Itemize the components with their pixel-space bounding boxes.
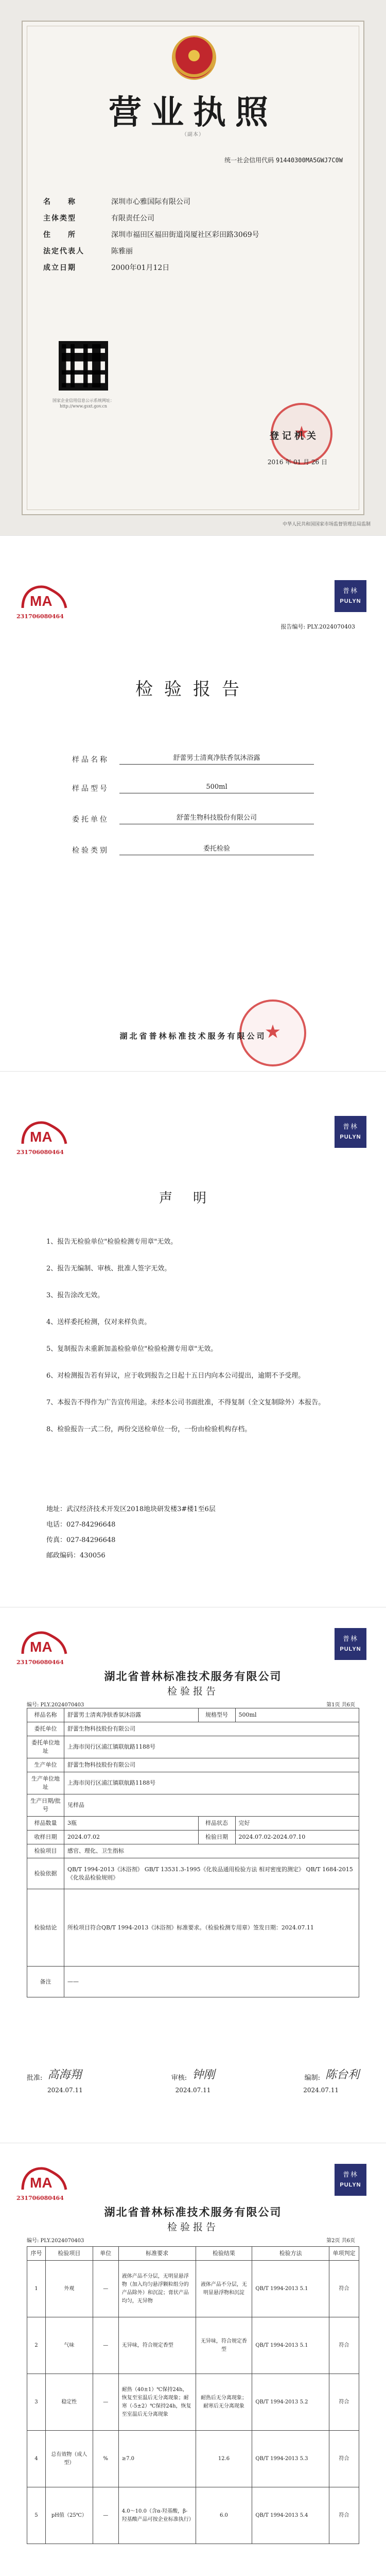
review-signature <box>171 2066 215 2082</box>
declaration-item: 5、复制报告未重新加盖检验单位"检验检测专用章"无效。 <box>46 1345 218 1353</box>
info-key: 样品状态 <box>198 1817 235 1831</box>
cover-field-row <box>72 783 314 793</box>
report-subheading: 检验报告 <box>167 2222 219 2233</box>
license-field-key: 法定代表人 <box>43 247 84 256</box>
credit-code-label: 统一社会信用代码 <box>224 157 274 164</box>
cma-logo-icon <box>20 2164 69 2194</box>
results-cell: 符合 <box>329 2317 359 2374</box>
results-cell: ≥7.0 <box>118 2431 196 2487</box>
info-row <box>27 1772 359 1794</box>
info-row <box>27 1967 359 1997</box>
results-cell: 12.6 <box>196 2431 252 2487</box>
report-info-page <box>0 1607 386 2143</box>
results-header-cell: 单项判定 <box>329 2247 359 2261</box>
results-cell: 液体产品不分层，无明显悬浮物和沉淀 <box>196 2261 252 2317</box>
phone-label: 电话 <box>46 1521 60 1529</box>
license-field-value: 有限责任公司 <box>111 214 154 223</box>
info-row <box>27 1817 359 1831</box>
info-value: 舒蕾生物科技股份有限公司 <box>64 1758 359 1772</box>
brand-en: PULYN <box>340 598 361 604</box>
results-cell: 气味 <box>45 2317 93 2374</box>
declaration-page <box>0 1072 386 1607</box>
results-row <box>27 2374 359 2431</box>
license-date: 2016 年 01 月 26 日 <box>267 459 327 466</box>
approve-label: 批准: <box>27 2074 43 2082</box>
results-header-cell: 标准要求 <box>118 2247 196 2261</box>
results-cell: 符合 <box>329 2261 359 2317</box>
declaration-item: 3、报告涂改无效。 <box>46 1292 104 1299</box>
cover-field-key: 检验类别 <box>72 846 109 855</box>
brand-cn: 普林 <box>342 587 358 595</box>
info-row <box>27 1736 359 1758</box>
info-key: 委托单位 <box>27 1722 64 1736</box>
page-number-label: 编号: PLY.2024070403 <box>27 2238 84 2244</box>
results-cell: 2 <box>27 2317 46 2374</box>
cover-org: 湖北省普林标准技术服务有限公司 <box>119 1031 267 1041</box>
results-cell: QB/T 1994-2013 5.4 <box>252 2487 329 2544</box>
license-field-key: 名 称 <box>43 198 76 206</box>
info-key: 样品名称 <box>27 1708 64 1722</box>
cma-id: 231706080464 <box>16 1659 64 1666</box>
pulyn-logo-icon <box>335 580 366 612</box>
license-field-value: 陈雅丽 <box>111 247 133 256</box>
results-cell: 符合 <box>329 2431 359 2487</box>
info-row <box>27 1889 359 1967</box>
info-key: 收样日期 <box>27 1831 64 1844</box>
license-frame <box>22 21 364 515</box>
fax-line: 传真：027-84296648 <box>46 1536 116 1544</box>
national-emblem-icon <box>173 37 215 78</box>
license-field-value: 深圳市心雅国际有限公司 <box>111 198 190 206</box>
info-row <box>27 1794 359 1817</box>
signature-date: 2024.07.11 <box>303 2087 339 2094</box>
results-table <box>27 2246 359 2544</box>
results-cell: 符合 <box>329 2487 359 2544</box>
info-key: 生产单位地址 <box>27 1772 64 1794</box>
declaration-item: 6、对检测报告若有异议，应于收到报告之日起十五日内向本公司提出，逾期不予受理。 <box>46 1372 305 1380</box>
results-row <box>27 2317 359 2374</box>
cover-fields <box>72 752 314 874</box>
info-value: 感官、理化、卫生指标 <box>64 1844 359 1858</box>
svg-text:MA: MA <box>30 1129 52 1145</box>
results-header-cell: 检验结果 <box>196 2247 252 2261</box>
edit-signature <box>305 2066 359 2082</box>
info-value: 舒蕾男士清爽净肤香氛沐浴露 <box>64 1708 199 1722</box>
license-field-row <box>43 230 259 240</box>
brand-cn: 普林 <box>342 2171 358 2178</box>
qr-note: 国家企业信用信息公示系统网址：http://www.gsxt.gov.cn <box>52 398 114 409</box>
license-field-key: 成立日期 <box>43 264 76 272</box>
brand-cn: 普林 <box>342 1635 358 1642</box>
results-cell: 1 <box>27 2261 46 2317</box>
edit-label: 编制: <box>304 2074 320 2082</box>
results-cell: 耐热后无分离现象；耐寒后无分离现象 <box>196 2374 252 2431</box>
fax-label: 传真 <box>46 1536 60 1544</box>
results-cell: QB/T 1994-2013 5.1 <box>252 2261 329 2317</box>
info-key: 生产日期/批号 <box>27 1794 64 1817</box>
cover-field-value: 舒蕾男士清爽净肤香氛沐浴露 <box>119 752 314 765</box>
license-subtitle: （副本） <box>182 132 204 138</box>
cma-id: 231706080464 <box>16 2195 64 2201</box>
page-count: 第2页 共6页 <box>326 2238 355 2244</box>
info-key: 备注 <box>27 1967 64 1997</box>
license-fields <box>43 197 259 279</box>
page-count: 第1页 共6页 <box>326 1702 355 1708</box>
results-cell: 符合 <box>329 2374 359 2431</box>
results-cell: 4 <box>27 2431 46 2487</box>
license-field-value: 2000年01月12日 <box>111 264 170 272</box>
credit-code-value: 91440300MA5GWJ7C0W <box>275 157 343 164</box>
org-heading: 湖北省普林标准技术服务有限公司 <box>104 2206 282 2218</box>
license-field-key: 主体类型 <box>43 214 76 223</box>
results-cell: — <box>93 2487 118 2544</box>
signature-date: 2024.07.11 <box>175 2087 211 2094</box>
cover-field-value: 舒蕾生物科技股份有限公司 <box>119 812 314 824</box>
cover-field-row <box>72 843 314 855</box>
info-value: 所检项目符合QB/T 1994-2013《沐浴剂》标准要求。（检验检测专用章）签发日期：2024.07.11 <box>64 1889 359 1967</box>
results-row <box>27 2261 359 2317</box>
license-field-row <box>43 213 259 224</box>
address-value: 武汉经济技术开发区2018地块研发楼3#楼1至6层 <box>66 1505 216 1513</box>
phone-value: 027-84296648 <box>66 1521 116 1529</box>
results-cell: — <box>93 2317 118 2374</box>
cover-field-key: 样品型号 <box>72 785 109 793</box>
info-row <box>27 1831 359 1844</box>
declaration-list <box>46 1236 345 1451</box>
postal-value: 430056 <box>80 1552 106 1560</box>
page-number-label: 编号: PLY.2024070403 <box>27 1702 84 1708</box>
edit-name: 陈台利 <box>325 2069 359 2081</box>
report-cover-page <box>0 536 386 1072</box>
license-field-row <box>43 246 259 257</box>
license-field-key: 住 所 <box>43 231 76 239</box>
info-row <box>27 1722 359 1736</box>
cma-logo-icon <box>20 582 69 612</box>
info-value: 上海市闵行区浦江镇联航路1188号 <box>64 1772 359 1794</box>
address-label: 地址 <box>46 1505 60 1513</box>
review-name: 钟刚 <box>192 2069 215 2081</box>
cma-logo-icon <box>20 1628 69 1658</box>
info-key: 检验日期 <box>198 1831 235 1844</box>
results-cell: QB/T 1994-2013 5.2 <box>252 2374 329 2431</box>
svg-text:MA: MA <box>30 1639 52 1655</box>
svg-text:MA: MA <box>30 2175 52 2191</box>
results-cell: 稳定性 <box>45 2374 93 2431</box>
info-row <box>27 1858 359 1889</box>
results-row <box>27 2487 359 2544</box>
signature-date: 2024.07.11 <box>47 2087 83 2094</box>
cma-id: 231706080464 <box>16 1149 64 1156</box>
cover-field-value: 500ml <box>119 783 314 793</box>
signature-dates <box>27 2087 359 2094</box>
info-key: 委托单位地址 <box>27 1736 64 1758</box>
cover-title: 检验报告 <box>135 679 251 700</box>
info-key: 生产单位 <box>27 1758 64 1772</box>
declaration-item: 8、检验报告一式二份，两份交送检单位一份，一份由检验机构存档。 <box>46 1426 252 1433</box>
business-license-page <box>0 0 386 536</box>
results-header-cell: 检验项目 <box>45 2247 93 2261</box>
declaration-contact <box>46 1502 355 1564</box>
results-cell: 外观 <box>45 2261 93 2317</box>
phone-line: 电话：027-84296648 <box>46 1521 116 1529</box>
license-title: 营业执照 <box>109 93 277 132</box>
brand-en: PULYN <box>340 1134 361 1140</box>
results-cell: 总有效物（成人型） <box>45 2431 93 2487</box>
org-heading: 湖北省普林标准技术服务有限公司 <box>104 1670 282 1683</box>
info-value: 见样品 <box>64 1794 359 1817</box>
info-value: 舒蕾生物科技股份有限公司 <box>64 1722 359 1736</box>
results-cell: 6.0 <box>196 2487 252 2544</box>
info-value: 2024.07.02-2024.07.10 <box>235 1831 359 1844</box>
credit-code <box>224 156 343 164</box>
results-cell: QB/T 1994-2013 5.1 <box>252 2317 329 2374</box>
results-cell: pH值（25℃） <box>45 2487 93 2544</box>
results-cell: — <box>93 2374 118 2431</box>
info-value: 上海市闵行区浦江镇联航路1188号 <box>64 1736 359 1758</box>
postal-line: 邮政编码：430056 <box>46 1552 106 1560</box>
license-field-value: 深圳市福田区福田街道岗厦社区彩田路3069号 <box>111 231 259 239</box>
results-header-cell: 单位 <box>93 2247 118 2261</box>
cover-field-row <box>72 812 314 824</box>
info-table <box>27 1708 359 1997</box>
results-cell: 无异味，符合规定香型 <box>196 2317 252 2374</box>
license-footer: 中华人民共和国国家市场监督管理总局监制 <box>282 522 371 527</box>
results-cell: % <box>93 2431 118 2487</box>
results-page-1 <box>0 2143 386 2576</box>
info-row <box>27 1844 359 1858</box>
declaration-title: 声明 <box>159 1191 227 1206</box>
info-value: QB/T 1994-2013《沐浴剂》 GB/T 13531.3-1995《化妆品通用检验方法 相对密度的测定》 QB/T 1684-2015《化妆品检验规则》 <box>64 1858 359 1889</box>
info-row <box>27 1708 359 1722</box>
results-cell: 液体产品不分层，无明显悬浮物（加入均匀悬浮颗粒组分的产品除外）和沉淀；膏状产品均匀，无异物 <box>118 2261 196 2317</box>
address-line: 地址：武汉经济技术开发区2018地块研发楼3#楼1至6层 <box>46 1505 216 1513</box>
cover-field-key: 样品名称 <box>72 756 109 764</box>
cma-id: 231706080464 <box>16 613 64 620</box>
info-value: 500ml <box>235 1708 359 1722</box>
results-cell: 5 <box>27 2487 46 2544</box>
brand-en: PULYN <box>340 2182 361 2188</box>
signature-row <box>27 2066 359 2082</box>
results-header-cell: 序号 <box>27 2247 46 2261</box>
license-field-row <box>43 263 259 273</box>
results-cell: 4.0～10.0（含α-羟基酸，β-羟基酸产品可按企业标准执行） <box>118 2487 196 2544</box>
info-key: 样品数量 <box>27 1817 64 1831</box>
cover-field-row <box>72 752 314 765</box>
approve-signature <box>27 2066 81 2082</box>
approve-name: 高海翔 <box>47 2069 82 2081</box>
cover-field-key: 委托单位 <box>72 816 109 824</box>
results-cell: 无异味，符合规定香型 <box>118 2317 196 2374</box>
info-key: 检验依据 <box>27 1858 64 1889</box>
review-label: 审核: <box>171 2074 187 2082</box>
qr-code-icon <box>59 341 108 391</box>
fax-value: 027-84296648 <box>66 1536 116 1544</box>
results-cell: QB/T 1994-2013 5.3 <box>252 2431 329 2487</box>
brand-cn: 普林 <box>342 1123 358 1130</box>
declaration-item: 1、报告无检验单位"检验检测专用章"无效。 <box>46 1238 178 1246</box>
results-cell: 3 <box>27 2374 46 2431</box>
postal-label: 邮政编码 <box>46 1552 74 1560</box>
license-field-row <box>43 197 259 207</box>
info-value: 3瓶 <box>64 1817 199 1831</box>
cover-field-value: 委托检验 <box>119 843 314 855</box>
license-authority: 登记机关 <box>270 431 319 442</box>
cma-logo-icon <box>20 1118 69 1148</box>
info-key: 检验项目 <box>27 1844 64 1858</box>
info-value: —— <box>64 1967 359 1997</box>
info-value: 2024.07.02 <box>64 1831 199 1844</box>
pulyn-logo-icon <box>335 2164 366 2196</box>
info-row <box>27 1758 359 1772</box>
pulyn-logo-icon <box>335 1116 366 1148</box>
declaration-item: 4、送样委托检测，仅对来样负责。 <box>46 1318 151 1326</box>
info-value: 完好 <box>235 1817 359 1831</box>
pulyn-logo-icon <box>335 1628 366 1660</box>
declaration-item: 7、本报告不得作为广告宣传用途。未经本公司书面批准，不得复制（全文复制除外）本报告。 <box>46 1399 325 1406</box>
info-key: 规格型号 <box>198 1708 235 1722</box>
report-subheading: 检验报告 <box>167 1686 219 1697</box>
results-header-row <box>27 2247 359 2261</box>
results-row <box>27 2431 359 2487</box>
results-header-cell: 检验方法 <box>252 2247 329 2261</box>
declaration-item: 2、报告无编制、审核、批准人签字无效。 <box>46 1265 171 1273</box>
results-cell: — <box>93 2261 118 2317</box>
report-number: 报告编号: PLY.2024070403 <box>280 623 355 630</box>
results-cell: 耐热（40±1）℃保持24h，恢复至室温后无分离现象；耐寒（-5±2）℃保持24h，恢复至室温后无分离现象 <box>118 2374 196 2431</box>
info-key: 检验结论 <box>27 1889 64 1967</box>
brand-en: PULYN <box>340 1646 361 1652</box>
svg-text:MA: MA <box>30 593 52 609</box>
